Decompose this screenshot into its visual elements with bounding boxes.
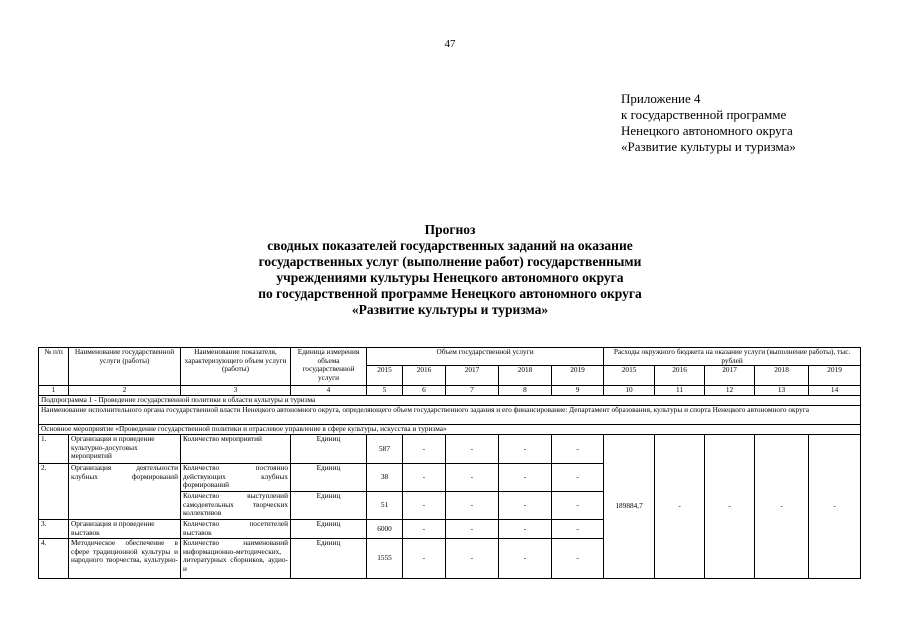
row-value-2018: - xyxy=(499,539,552,579)
header-expense-year: 2015 xyxy=(604,366,655,386)
appendix-note xyxy=(621,91,796,155)
header-volume-year: 2019 xyxy=(552,366,604,386)
column-number: 9 xyxy=(552,386,604,396)
column-number: 5 xyxy=(367,386,403,396)
row-service: Организация и проведение культурно-досуговых мероприятий xyxy=(69,435,181,464)
column-number: 14 xyxy=(809,386,861,396)
column-number: 8 xyxy=(499,386,552,396)
row-value-2019: - xyxy=(552,492,604,520)
page-number: 47 xyxy=(444,38,456,50)
title-line-2: сводных показателей государственных заданий на оказание xyxy=(267,238,633,253)
row-value-2018: - xyxy=(499,520,552,539)
row-value-2019: - xyxy=(552,520,604,539)
row-service: Организация и проведение выставок xyxy=(69,520,181,539)
header-expense-year: 2016 xyxy=(655,366,705,386)
appendix-line-1: Приложение 4 xyxy=(621,91,701,106)
row-value-2019: - xyxy=(552,464,604,492)
column-number: 1 xyxy=(39,386,69,396)
main-event-row: Основное мероприятие «Проведение государственной политики и отраслевое управление в сфере культуры, искусства и туризма» xyxy=(39,425,861,435)
header-volume-year: 2017 xyxy=(446,366,499,386)
expense-2015: 189884,7 xyxy=(604,435,655,579)
row-value-2018: - xyxy=(499,464,552,492)
row-value-2015: 6000 xyxy=(367,520,403,539)
expense-2017: - xyxy=(705,435,755,579)
column-number: 7 xyxy=(446,386,499,396)
row-value-2019: - xyxy=(552,539,604,579)
header-num: № п/п xyxy=(39,348,69,386)
row-value-2016: - xyxy=(403,492,446,520)
column-number: 4 xyxy=(291,386,367,396)
row-unit: Единиц xyxy=(291,464,367,492)
row-num: 1. xyxy=(39,435,69,464)
column-number: 12 xyxy=(705,386,755,396)
column-number: 13 xyxy=(755,386,809,396)
row-value-2015: 1555 xyxy=(367,539,403,579)
row-value-2018: - xyxy=(499,492,552,520)
header-indicator: Наименование показателя, характеризующего объем услуги (работы) xyxy=(181,348,291,386)
row-service: Организация деятельности клубных формирований xyxy=(69,464,181,520)
row-service: Методическое обеспечение в сфере традиционной культуры и народного творчества, культурно- xyxy=(69,539,181,579)
row-value-2017: - xyxy=(446,492,499,520)
title-line-6: «Развитие культуры и туризма» xyxy=(351,302,549,317)
row-value-2018: - xyxy=(499,435,552,464)
title-line-3: государственных услуг (выполнение работ) государственными xyxy=(258,254,642,269)
row-indicator: Количество посетителей выставок xyxy=(181,520,291,539)
row-value-2017: - xyxy=(446,520,499,539)
row-num: 4. xyxy=(39,539,69,579)
row-value-2015: 51 xyxy=(367,492,403,520)
row-indicator: Количество мероприятий xyxy=(181,435,291,464)
row-unit: Единиц xyxy=(291,435,367,464)
column-number: 11 xyxy=(655,386,705,396)
row-value-2015: 38 xyxy=(367,464,403,492)
header-expense: Расходы окружного бюджета на оказание услуги (выполнение работы), тыс. рублей xyxy=(604,348,861,366)
header-volume: Объем государственной услуги xyxy=(367,348,604,366)
appendix-line-2: к государственной программе xyxy=(621,107,787,122)
header-volume-year: 2018 xyxy=(499,366,552,386)
appendix-line-4: «Развитие культуры и туризма» xyxy=(621,139,796,154)
row-unit: Единиц xyxy=(291,539,367,579)
header-expense-year: 2018 xyxy=(755,366,809,386)
row-value-2016: - xyxy=(403,464,446,492)
row-indicator: Количество постоянно действующих клубных формирований xyxy=(181,464,291,492)
row-indicator: Количество наименований информационно-методических, литературных сборников, аудио- и xyxy=(181,539,291,579)
header-volume-year: 2015 xyxy=(367,366,403,386)
row-value-2016: - xyxy=(403,539,446,579)
row-unit: Единиц xyxy=(291,492,367,520)
column-number: 10 xyxy=(604,386,655,396)
row-value-2016: - xyxy=(403,520,446,539)
row-unit: Единиц xyxy=(291,520,367,539)
column-number: 6 xyxy=(403,386,446,396)
row-value-2017: - xyxy=(446,539,499,579)
header-service: Наименование государственной услуги (работы) xyxy=(69,348,181,386)
header-unit: Единица измерения объема государственной услуги xyxy=(291,348,367,386)
column-number: 2 xyxy=(69,386,181,396)
executor-row: Наименование исполнительного органа государственной власти Ненецкого автономного округа, определяющего объем государственного задания и его финансирование: Департамент образования, культуры и спорта Ненецкого автономного округа xyxy=(39,406,861,425)
document-title xyxy=(220,222,680,318)
subprogram-row: Подпрограмма 1 - Проведение государственной политики в области культуры и туризма xyxy=(39,396,861,406)
title-line-1: Прогноз xyxy=(424,222,476,237)
header-volume-year: 2016 xyxy=(403,366,446,386)
row-num: 3. xyxy=(39,520,69,539)
row-indicator: Количество выступлений самодеятельных творческих коллективов xyxy=(181,492,291,520)
expense-2019: - xyxy=(809,435,861,579)
row-value-2017: - xyxy=(446,435,499,464)
title-line-4: учреждениями культуры Ненецкого автономного округа xyxy=(276,270,624,285)
header-expense-year: 2019 xyxy=(809,366,861,386)
row-value-2017: - xyxy=(446,464,499,492)
expense-2016: - xyxy=(655,435,705,579)
expense-2018: - xyxy=(755,435,809,579)
row-num: 2. xyxy=(39,464,69,520)
row-value-2015: 587 xyxy=(367,435,403,464)
column-number: 3 xyxy=(181,386,291,396)
header-expense-year: 2017 xyxy=(705,366,755,386)
forecast-table xyxy=(38,347,861,579)
row-value-2019: - xyxy=(552,435,604,464)
title-line-5: по государственной программе Ненецкого автономного округа xyxy=(258,286,642,301)
appendix-line-3: Ненецкого автономного округа xyxy=(621,123,793,138)
row-value-2016: - xyxy=(403,435,446,464)
